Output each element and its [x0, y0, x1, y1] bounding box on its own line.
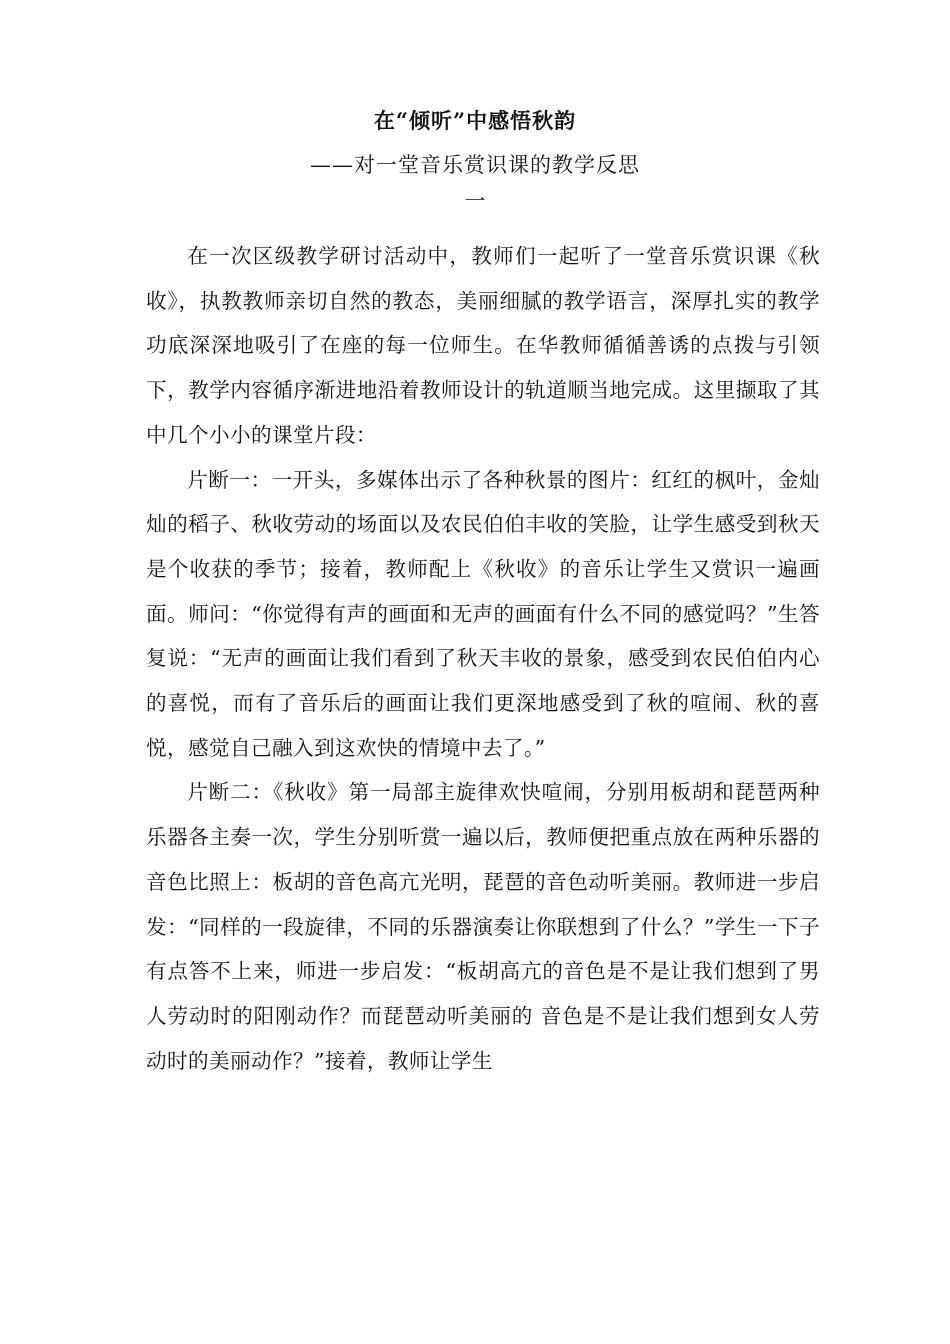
document-title: 在“倾听”中感悟秋韵	[373, 108, 577, 133]
paragraph-intro: 在一次区级教学研讨活动中，教师们一起听了一堂音乐赏识课《秋收》，执教教师亲切自然的教态，美丽细腻的教学语言，深厚扎实的教学功底深深地吸引了在座的每一位师生。在华教师循循善诱的点拨与引领下，教学内容循序渐进地沿着教师设计的轨道顺当地完成。这里撷取了其中几个小小的课堂片段：	[146, 244, 820, 447]
document-body	[146, 234, 820, 1083]
paragraph-fragment-one: 片断一：一开头，多媒体出示了各种秋景的图片：红红的枫叶，金灿灿的稻子、秋收劳动的场面以及农民伯伯丰收的笑脸，让学生感受到秋天是个收获的季节；接着，教师配上《秋收》的音乐让学生又赏识一遍画面。师问：“你觉得有声的画面和无声的画面有什么不同的感觉吗？”生答复说：“无声的画面让我们看到了秋天丰收的景象，感受到农民伯伯内心的喜悦，而有了音乐后的画面让我们更深地感受到了秋的喧闹、秋的喜悦，感觉自己融入到这欢快的情境中去了。”	[146, 467, 820, 760]
paragraph-fragment-two: 片断二：《秋收》第一局部主旋律欢快喧闹，分别用板胡和琵琶两种乐器各主奏一次，学生分别听赏一遍以后，教师便把重点放在两种乐器的音色比照上：板胡的音色高亢光明，琵琶的音色动听美丽。教师进一步启发：“同样的一段旋律，不同的乐器演奏让你联想到了什么？”学生一下子有点答不上来，师进一步启发：“板胡高亢的音色是不是让我们想到了男人劳动时的阳刚动作？而琵琶动听美丽的 音色是不是让我们想到女人劳动时的美丽动作？”接着，教师让学生	[146, 780, 820, 1073]
section-number: 一	[464, 189, 486, 213]
document-subtitle: ——对一堂音乐赏识课的教学反思	[310, 153, 640, 177]
